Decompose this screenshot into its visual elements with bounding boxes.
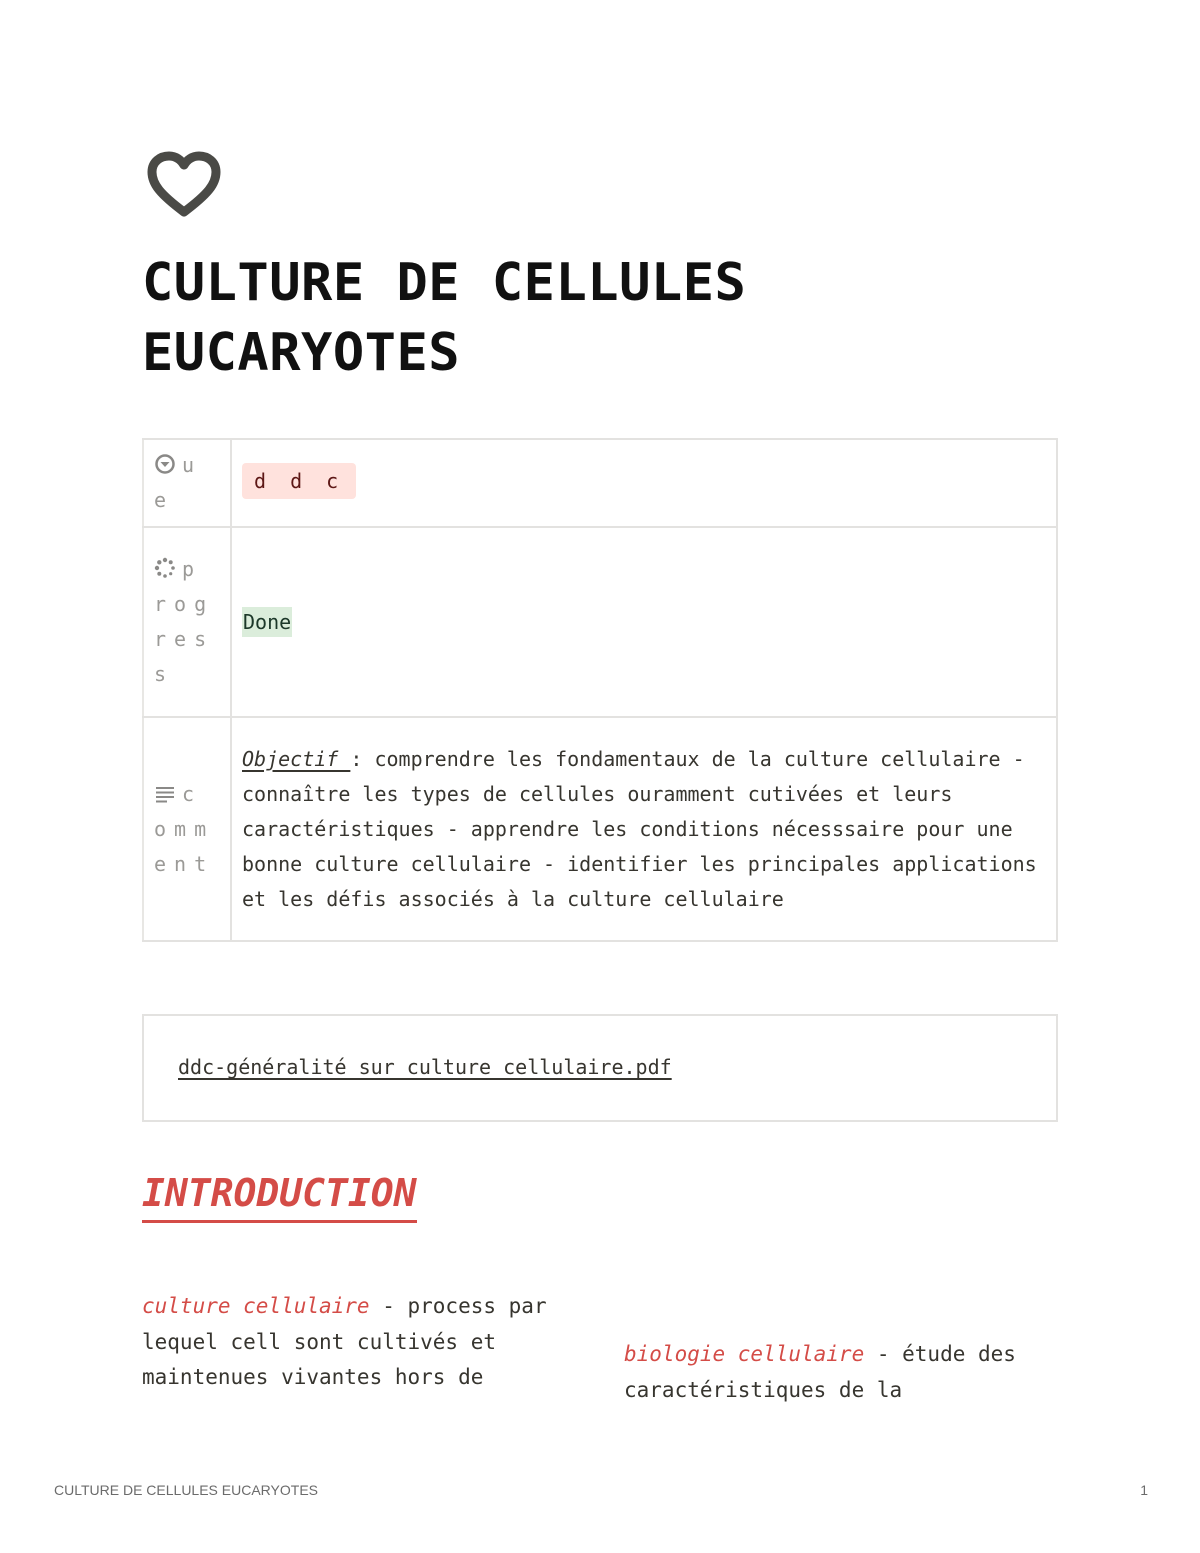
column-right — [624, 1337, 1044, 1408]
property-name: ue — [154, 453, 203, 512]
property-name-cell[interactable] — [143, 527, 231, 717]
definition-text: - étude des caractéristiques de la — [624, 1342, 1016, 1402]
property-row-comment — [143, 717, 1057, 941]
term-biologie-cellulaire: biologie cellulaire — [624, 1342, 865, 1366]
heart-icon — [146, 150, 222, 220]
file-link[interactable]: ddc-généralité sur culture cellulaire.pdf — [178, 1055, 672, 1079]
status-badge: Done — [242, 607, 292, 637]
property-name-cell[interactable] — [143, 439, 231, 527]
definition-text: - process par lequel cell sont cultivés et maintenues vivantes hors de — [142, 1294, 547, 1389]
property-name: comment — [154, 781, 215, 876]
term-culture-cellulaire: culture cellulaire — [142, 1294, 370, 1318]
property-name-cell[interactable] — [143, 717, 231, 941]
page-title: CULTURE DE CELLULES EUCARYOTES — [142, 253, 747, 383]
comment-text: : comprendre les fondamentaux de la culture cellulaire - connaître les types de cellules ouramment cutivées et leurs caractéristiques - apprendre les conditions nécesssaire pour une bonne culture cellulaire - identifier les principales applications et les défis associés à la culture cellulaire — [242, 746, 1037, 911]
property-value-cell[interactable] — [231, 527, 1057, 717]
comment-label: Objectif — [242, 746, 351, 771]
column-left — [142, 1289, 582, 1396]
file-attachment[interactable] — [142, 1014, 1058, 1122]
property-row-progress — [143, 527, 1057, 717]
ue-tag: d d c — [242, 463, 356, 499]
text-lines-icon — [154, 782, 176, 804]
loading-spinner-icon — [154, 557, 176, 579]
property-row-ue — [143, 439, 1057, 527]
footer-title: CULTURE DE CELLULES EUCARYOTES — [54, 1482, 318, 1498]
properties-table — [142, 438, 1058, 942]
property-value-cell[interactable] — [231, 717, 1057, 941]
section-heading: INTRODUCTION — [142, 1168, 417, 1223]
page-number: 1 — [1140, 1482, 1148, 1498]
property-name: progress — [154, 557, 215, 686]
select-icon — [154, 453, 176, 475]
property-value-cell[interactable] — [231, 439, 1057, 527]
